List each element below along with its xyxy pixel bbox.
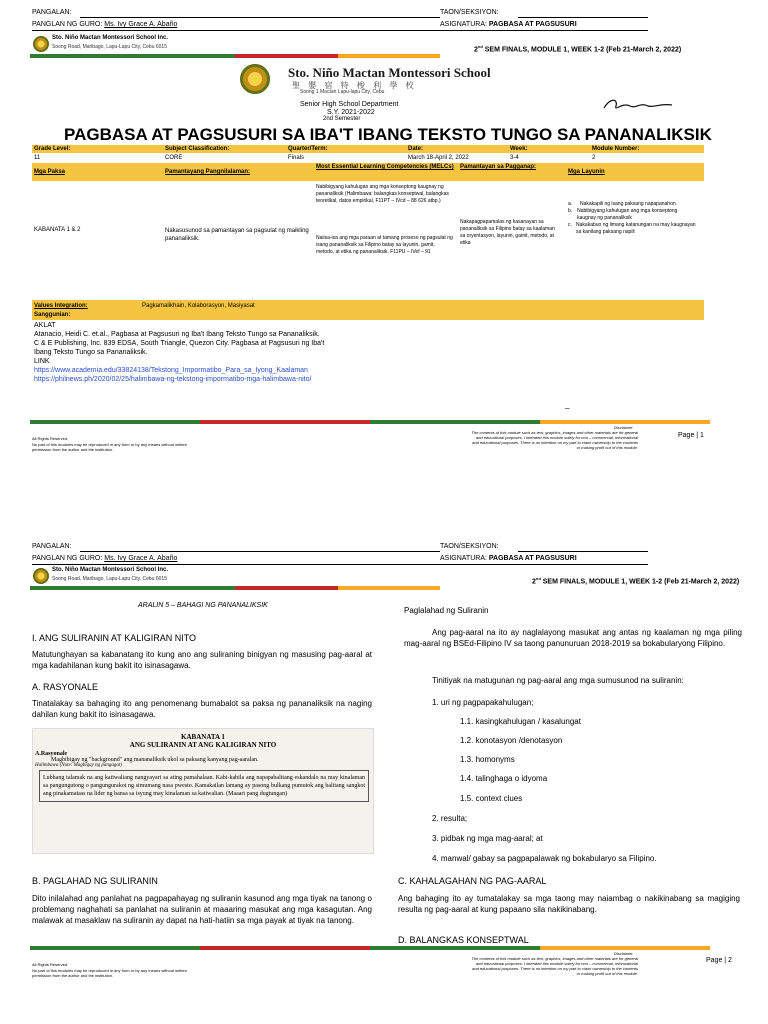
semester: 2nd Semester: [323, 116, 361, 122]
name-line[interactable]: [80, 17, 440, 18]
layunin-marker: c.: [568, 222, 572, 228]
layunin-item: [568, 201, 696, 208]
image-title-1: KABANATA 1: [181, 733, 225, 741]
page-number: Page | 2: [706, 957, 732, 964]
week-label: Week:: [510, 146, 528, 152]
td-melc-1: Nabibigyang kahulugan ang mga konseptong kaugnay ng pananaliksik (Halimbawa: balangkas konseptwal, balangkas teoretikal, datos empirikal, F11PT – IVcd – 88 626 atbp.): [316, 184, 449, 204]
subject-value: PAGBASA AT PAGSUSURI: [488, 555, 577, 562]
semester-line: [474, 44, 681, 53]
school-logo-icon: [240, 64, 270, 94]
subject-label: [440, 21, 577, 28]
school-year: S.Y. 2021-2022: [327, 109, 375, 116]
disclaimer-title: Disclaimer: [614, 951, 633, 956]
list-item: 1. uri ng pagpapakahulugan;: [432, 698, 534, 707]
teacher-label: [32, 555, 177, 562]
school-logo-small-icon: [33, 36, 49, 52]
list-item: 4. manwal/ gabay sa pagpapalawak ng bokabularyo sa Filipino.: [432, 854, 657, 863]
footer-text: No part of this modules may be reproduced in any form or by any means without written permission from the author and the institution.: [32, 442, 187, 452]
layunin-text: Nakakapili ng isang paksang napapanahon.: [580, 201, 678, 207]
section-line[interactable]: [518, 17, 648, 18]
date-label: Date:: [408, 146, 424, 152]
reference-2: C & E Publishing, Inc. 839 EDSA, South Triangle, Quezon City. Pagbasa at Pagsusuri ng Iba't: [34, 340, 325, 347]
sem-suffix: nd: [477, 44, 483, 49]
teacher-line: [32, 30, 440, 31]
layunin-text: Nabibigyang kahulugan ang mga konseptong kaugnay ng pananaliksik: [577, 208, 678, 221]
th-paksa: Mga Paksa: [34, 169, 66, 175]
subject-line: [440, 564, 648, 565]
sem-number: 2: [532, 578, 536, 586]
section-label: TAON/SEKSIYON:: [440, 9, 499, 16]
list-item: 1.3. homonyms: [460, 755, 515, 764]
section-heading-3: B. PAGLAHAD NG SULIRANIN: [32, 876, 158, 886]
right-paragraph-2: Tinitiyak na matugunan ng pag-aaral ang mga sumusunod na suliranin:: [432, 676, 684, 685]
sem-suffix: nd: [535, 576, 541, 581]
values-label: Values Integration:: [34, 303, 88, 309]
dash-mark: _: [565, 400, 570, 409]
layunin-item: [568, 208, 696, 222]
subject-label: [440, 555, 577, 562]
quarter-value: Finals: [288, 155, 305, 161]
grade-level-label: Grade Level:: [34, 146, 71, 152]
list-item: 3. pidbak ng mga mag-aaral; at: [432, 834, 543, 843]
school-address-small: Soong Road, Maribago, Lapu-Lapu City, Cebu 6015: [52, 576, 167, 582]
layunin-text: Nakakabuo ng limang katanungan na may kaugnayan sa kanilang paksang napili: [576, 222, 696, 235]
subject-label-text: ASIGNATURA:: [440, 555, 487, 562]
section-heading-1: I. ANG SULIRANIN AT KALIGIRAN NITO: [32, 633, 197, 643]
section-line[interactable]: [518, 551, 648, 552]
aralin-title: ARALIN 5 – BAHAGI NG PANANALIKSIK: [138, 602, 268, 609]
name-label: PANGALAN:: [32, 9, 72, 16]
main-title: PAGBASA AT PAGSUSURI SA IBA'T IBANG TEKSTO TUNGO SA PANANALIKSIK: [64, 125, 712, 144]
sem-text: SEM FINALS, MODULE 1, WEEK 1-2 (Feb 21-March 2, 2022): [484, 46, 682, 54]
subject-label-text: ASIGNATURA:: [440, 21, 487, 28]
teacher-name: Ms. Ivy Grace A. Abaño: [104, 555, 178, 562]
name-label: PANGALAN:: [32, 543, 72, 550]
link-label: LINK: [34, 358, 50, 365]
department: Senior High School Department: [300, 101, 399, 108]
list-item: 1.2. konotasyon /denotasyon: [460, 736, 563, 745]
td-pagganap: Nakapagpapamalas ng kasanayan sa pananaliksik sa Filipino batay sa kaalaman sa oryentasyon, layunin, gamit, metodo, at etika: [460, 219, 555, 246]
grade-level-value: 11: [34, 155, 41, 161]
footer-color-bar: [30, 420, 710, 424]
school-address-small: Soong Road, Maribago, Lapu-Lapu City, Cebu 6015: [52, 44, 167, 50]
disclaimer-text: The contents of this module such as text, graphics, images and other materials are for general and educational purposes. I intended this module solely for non – commercial, informational and educational purposes. There is no intention on my part to claim ownership to the contents or making profit out of this module.: [471, 956, 638, 976]
paragraph-4: Ang bahaging ito ay tumatalakay sa mga taong may naiambag o nakikinabang sa magiging resulta ng pag-aaral at kung papaano sila nakikinabang.: [398, 894, 740, 914]
td-melc-2: Naiisa-isa ang mga paraan at tamang proseso ng pagsulat ng isang pananaliksik sa Filipino batay sa layunin, gamit, metodo, at etika ng pananaliksik. F11PU – IVef – 91: [316, 235, 453, 255]
references: [34, 321, 324, 384]
reference-link-1[interactable]: https://www.academia.edu/33824138/Tekstong_Impormatibo_Para_sa_Iyong_Kaalaman: [34, 367, 308, 374]
reference-link-2[interactable]: https://philnews.ph/2020/02/25/halimbawa-ng-tekstong-impormatibo-mga-halimbawa-nito/: [34, 376, 312, 383]
list-item: 1.5. context clues: [460, 794, 523, 803]
right-title: Paglalahad ng Suliranin: [404, 606, 489, 615]
th-layunin: Mga Layunin: [568, 169, 605, 175]
subject-class-value: CORE: [165, 155, 183, 161]
teacher-name: Ms. Ivy Grace A. Abaño: [104, 21, 178, 28]
th-pagganap: Pamantayan sa Pagganap:: [460, 164, 537, 170]
semester-line: [532, 576, 739, 585]
footer-text: No part of this modules may be reproduced in any form or by any means without written permission from the author and the institution.: [32, 968, 187, 978]
section-label: TAON/SEKSIYON:: [440, 543, 499, 550]
header-color-bar: [30, 54, 440, 58]
subject-value: PAGBASA AT PAGSUSURI: [488, 21, 577, 28]
layunin-marker: a.: [568, 201, 573, 207]
school-name-small: Sto. Niño Mactan Montessori School Inc.: [52, 567, 169, 573]
disclaimer-title: Disclaimer: [614, 425, 633, 430]
list-item: 2. resulta;: [432, 814, 468, 823]
layunin-marker: b.: [568, 208, 573, 214]
school-name-small: Sto. Niño Mactan Montessori School Inc.: [52, 35, 169, 41]
name-line[interactable]: [80, 551, 440, 552]
sanggunian-label: Sanggunian:: [34, 312, 71, 318]
module-number-value: 2: [592, 155, 596, 161]
footer-rights: All Rights Reserved.: [32, 962, 69, 967]
subject-line: [440, 30, 648, 31]
values-row: [32, 300, 704, 320]
school-name: Sto. Niño Mactan Montessori School: [288, 65, 491, 80]
sem-number: 2: [474, 46, 478, 54]
signature-icon: [600, 94, 680, 116]
th-melc: Most Essential Learning Competencies (MELCs): [316, 164, 454, 170]
rasyonale-example-image: [32, 728, 374, 854]
reference-1: Atanacio, Heidi C. et.al., Pagbasa at Pagsusuri ng Iba't Ibang Teksto Tungo sa Pananaliksik.: [34, 331, 320, 338]
header-color-bar: [30, 586, 440, 590]
td-layunin: [568, 201, 696, 236]
disclaimer-text: The contents of this module such as text, graphics, images and other materials are for general and educational purposes. I intended this module solely for non – commercial, informational and educational purposes. There is no intention on my part to claim ownership to the contents or making profit out of this module.: [471, 430, 638, 450]
paragraph-3: Dito inilalahad ang panlahat na pagpapahayag ng suliranin kasunod ang mga tiyak na tanong o problemang naghahati sa panlahat na suliranin at maaaring masukat ang mga kasagutan. Ang malawak at masaklaw na suliranin ay dapat na hati-hatiin sa mga payak at tiyak na tanong.: [32, 894, 372, 925]
values-text: Pagkamalikhain, Kolaborasyon, Masiyasat: [142, 303, 255, 309]
layunin-item: [568, 222, 696, 236]
right-paragraph-1: Ang pag-aaral na ito ay naglalayong masukat ang antas ng kaalaman ng mga piling mag-aaral ng BSEd-Filipino IV sa taong panunuruan 2018-2019 sa bokabularyong Filipino.: [404, 628, 742, 648]
quarter-label: Quarter/Term:: [288, 146, 328, 152]
teacher-label-text: PANGLAN NG GURO:: [32, 21, 103, 28]
td-pangnilalaman: Nakasusunod sa pamantayan sa pagsulat ng maikling pananaliksik.: [165, 228, 309, 242]
school-address: Soong 1 Mactan Lapu-lapu City, Cebu: [300, 89, 385, 95]
list-item: 1.1. kasingkahulugan / kasalungat: [460, 717, 581, 726]
reference-3: Ibang Teksto Tungo sa Pananaliksik.: [34, 349, 148, 356]
date-value: March 18-April 2, 2022: [408, 155, 469, 161]
teacher-label: [32, 21, 177, 28]
section-heading-2: A. RASYONALE: [32, 682, 99, 692]
teacher-line: [32, 564, 440, 565]
image-title-2: ANG SULIRANIN AT ANG KALIGIRAN NITO: [129, 741, 277, 749]
week-value: 3-4: [510, 155, 519, 161]
school-logo-small-icon: [33, 568, 49, 584]
page-number: Page | 1: [678, 432, 704, 439]
image-example-box: Lubhang talamak na ang katiwaliang nangyayari sa ating pamahalaan. Kabi-kabila ang napapabalitang eskandalo na may kinalaman sa pangungutong o pangungurakot ng simumang nasa pwesto. Kamakailan lamang ay pasong bulkang pumutok ang balitang sangkot ang pinakamatass na lider ng bansa sa isyung may kinalaman sa katiwalian. (Maaari pang dugtungan): [39, 770, 369, 802]
paragraph-2: Tinatalakay sa bahaging ito ang penomenang bumabalot sa paksa ng pananaliksik na naging dahilan kung bakit ito isinasagawa.: [32, 699, 372, 719]
school-chinese: 聖 嬰 宿 特 梭 利 學 校: [292, 81, 417, 90]
subject-class-label: Subject Classification:: [165, 146, 230, 152]
image-subtitle: A.Rasyonale: [35, 751, 68, 757]
aklat-label: AKLAT: [34, 322, 56, 329]
footer-rights: All Rights Reserved.: [32, 436, 69, 441]
section-heading-4: C. KAHALAGAHAN NG PAG-AARAL: [398, 876, 547, 886]
td-paksa: KABANATA 1 & 2: [34, 227, 81, 233]
image-line: Magbibigay ng "background" ang mananaliksik ukol sa paksang kanyang pag-aaralan.: [51, 757, 259, 763]
section-heading-5: D. BALANGKAS KONSEPTWAL: [398, 935, 529, 945]
footer-color-bar: [30, 946, 710, 950]
list-item: 1.4. talinghaga o idyoma: [460, 774, 548, 783]
image-halimbawa: Halimbawa (Note: Magbigay ng pangagat): [35, 763, 122, 768]
module-number-label: Module Number:: [592, 146, 640, 152]
sem-text: SEM FINALS, MODULE 1, WEEK 1-2 (Feb 21-March 2, 2022): [542, 578, 740, 586]
teacher-label-text: PANGLAN NG GURO:: [32, 555, 103, 562]
th-pangnilalaman: Pamantayang Pangnilalaman:: [165, 169, 251, 175]
paragraph-1: Matutunghayan sa kabanatang ito kung ano ang suliraning binigyan ng masusing pag-aaral at mga kadahilanan kung bakit ito isinasagawa.: [32, 650, 372, 670]
